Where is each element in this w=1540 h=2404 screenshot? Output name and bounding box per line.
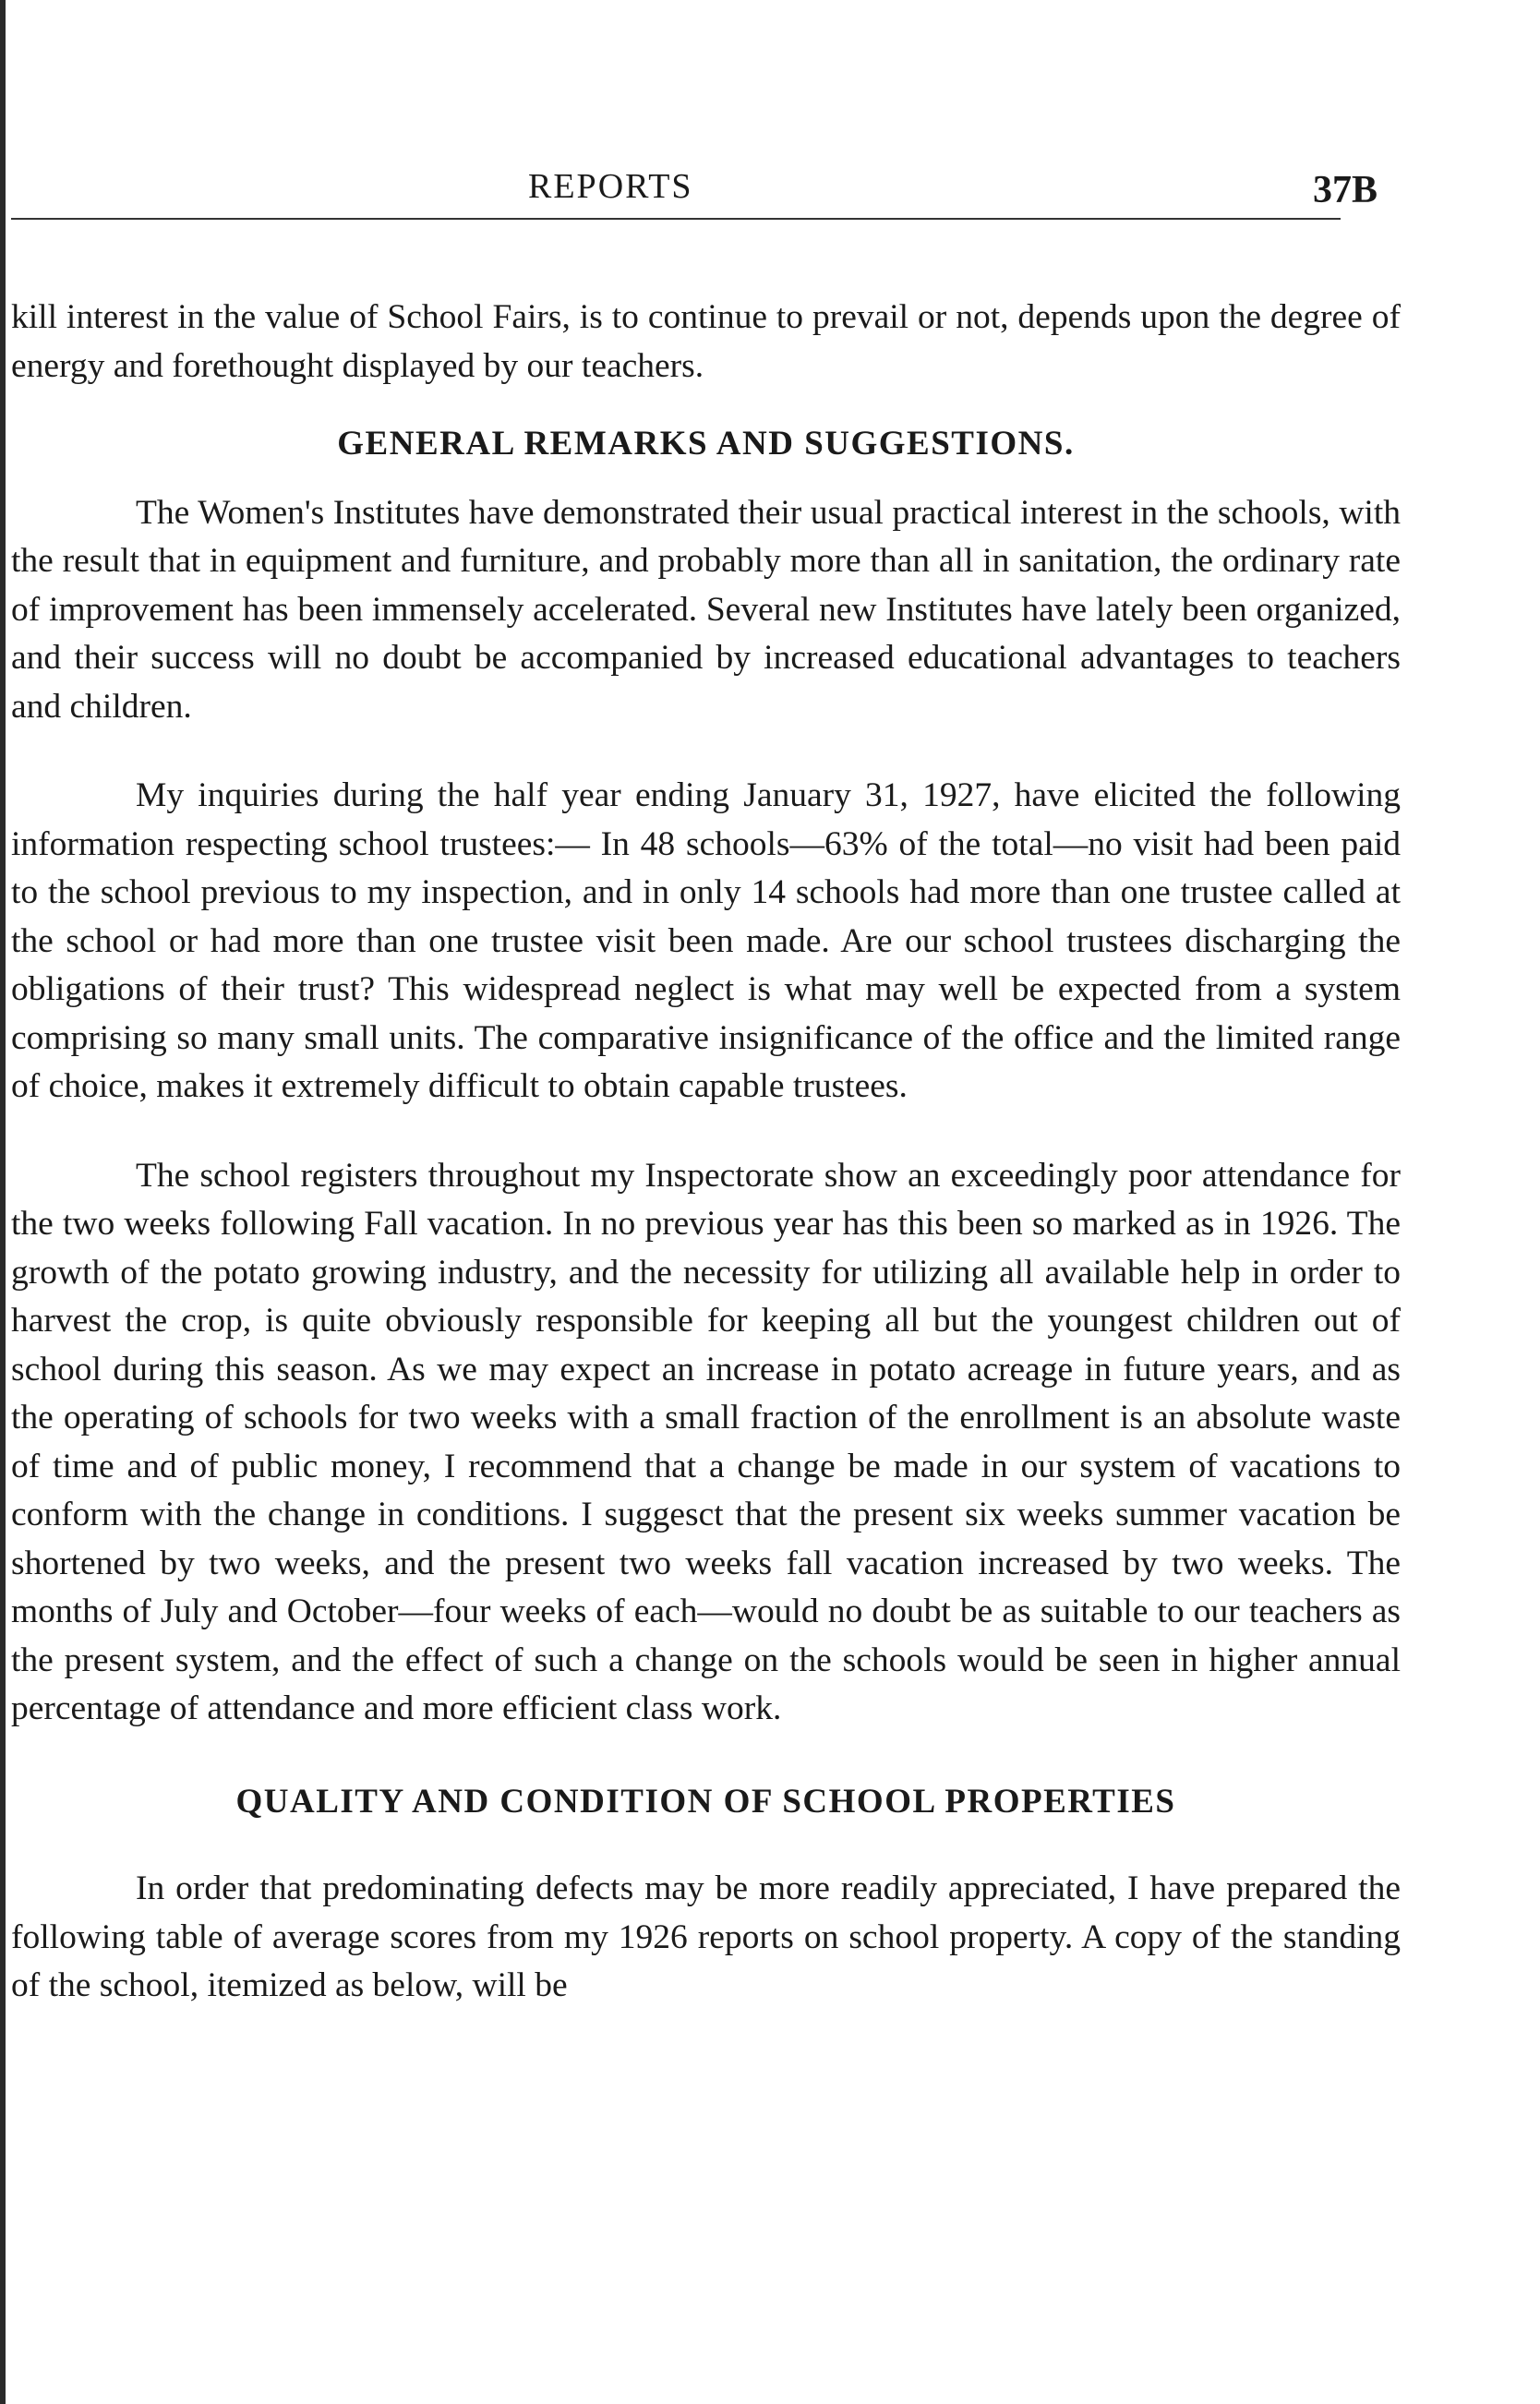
binding-edge	[0, 0, 6, 2404]
body-text	[11, 294, 1401, 2011]
continuation-paragraph: kill interest in the value of School Fairs, is to continue to prevail or not, depends upon the degree of energy and forethought displayed by our teachers.	[11, 298, 1401, 385]
running-head	[11, 166, 1414, 222]
header-rule	[11, 218, 1341, 220]
running-title: REPORTS	[528, 167, 693, 206]
section-heading-general-remarks: GENERAL REMARKS AND SUGGESTIONS.	[337, 425, 1075, 463]
section-heading-school-properties: QUALITY AND CONDITION OF SCHOOL PROPERTIES	[235, 1782, 1176, 1821]
paragraph-attendance: The school registers throughout my Inspectorate show an exceedingly poor attendance for the two weeks following Fall vacation. In no previous year has this been so marked as in 1926. The growth of the potato growing industry, and the necessity for utilizing all available help in order to harvest the crop, is quite obviously responsible for keeping all but the youngest children out of school during this season. As we may expect an increase in potato acreage in future years, and as the operating of schools for two weeks with a small fraction of the enrollment is an absolute waste of time and of public money, I recommend that a change be made in our system of vacations to conform with the change in conditions. I suggesct that the present six weeks summer vacation be shortened by two weeks, and the present two weeks fall vacation increased by two weeks. The months of July and October—four weeks of each—would no doubt be as suitable to our teachers as the present system, and the effect of such a change on the schools would be seen in higher annual percentage of attendance and more efficient class work.	[11, 1156, 1401, 1727]
paragraph-womens-institutes: The Women's Institutes have demonstrated their usual practical interest in the schools, with the result that in equipment and furniture, and probably more than all in sanitation, the ordinary rate of improvement has been immensely accelerated. Several new Institutes have lately been organized, and their success will no doubt be accompanied by increased educational advantages to teachers and children.	[11, 493, 1401, 726]
paragraph-gap	[11, 731, 1401, 772]
paragraph-table-intro: In order that predominating defects may be more readily appreciated, I have prepared the following table of average scores from my 1926 reports on school property. A copy of the standing of the school, itemized as below, will be	[11, 1869, 1401, 2004]
page-number: 37B	[1313, 169, 1378, 211]
paragraph-school-trustees: My inquiries during the half year ending January 31, 1927, have elicited the following information respecting school trustees:— In 48 schools—63% of the total—no visit had been paid to the school previous to my inspection, and in only 14 schools had more than one trustee called at the school or had more than one trustee visit been made. Are our school trustees discharging the obligations of their trust? This widespread neglect is what may well be expected from a system comprising so many small units. The comparative insignificance of the office and the limited range of choice, makes it extremely difficult to obtain capable trustees.	[11, 776, 1401, 1105]
paragraph-gap	[11, 1112, 1401, 1152]
